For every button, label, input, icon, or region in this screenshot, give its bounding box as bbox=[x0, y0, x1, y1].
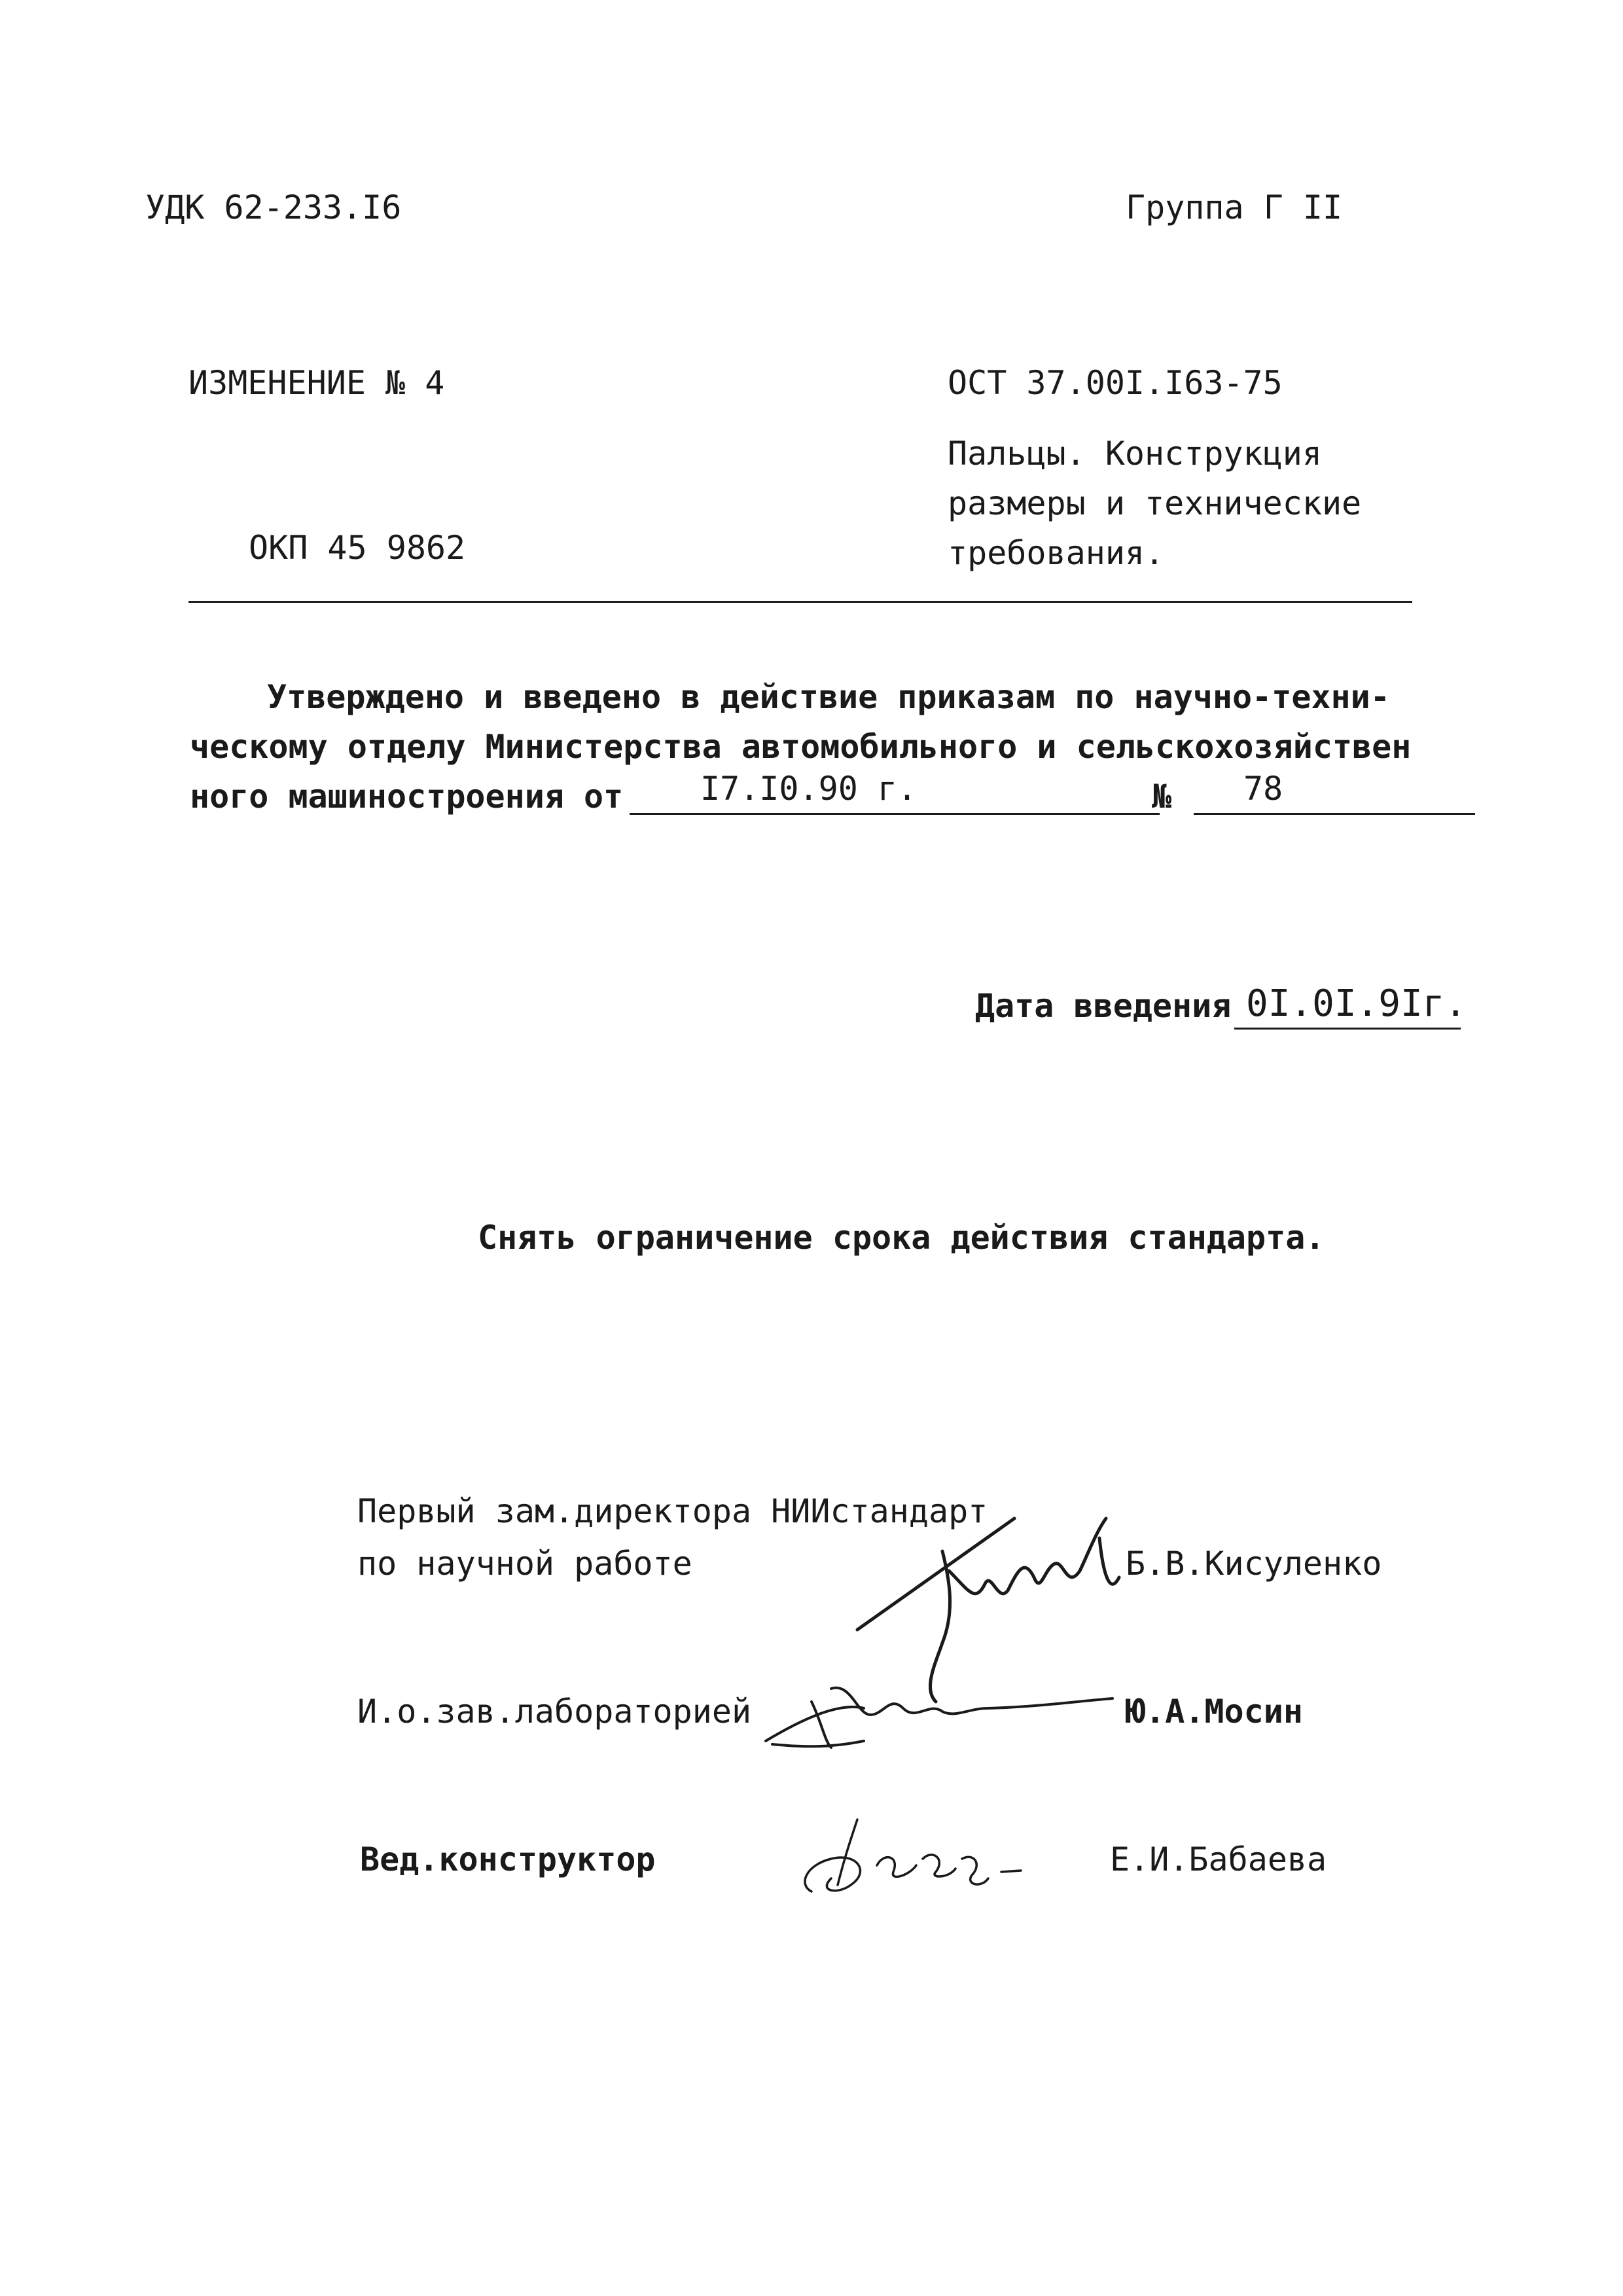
udk-code: УДК 62-233.I6 bbox=[145, 188, 402, 226]
standard-code: ОСТ 37.00I.I63-75 bbox=[948, 364, 1283, 402]
order-number: 78 bbox=[1243, 770, 1283, 808]
effective-date-label: Дата введения bbox=[975, 987, 1232, 1025]
order-number-underline bbox=[1194, 813, 1475, 815]
signature-2-handwritten bbox=[759, 1662, 1126, 1767]
approval-line-3-prefix: ного машиностроения от bbox=[190, 778, 624, 816]
approval-line-1: Утверждено и введено в действие приказам по научно-техни- bbox=[267, 678, 1390, 716]
standard-title-line-2: размеры и технические bbox=[948, 484, 1362, 522]
effective-date-value: 0I.0I.9Iг. bbox=[1246, 982, 1467, 1025]
effective-date-underline bbox=[1234, 1028, 1461, 1030]
main-statement: Снять ограничение срока действия стандарта. bbox=[478, 1219, 1325, 1257]
standard-title-line-3: требования. bbox=[948, 534, 1165, 572]
approval-line-2: ческому отделу Министерства автомобильного и сельскохозяйствен bbox=[190, 728, 1412, 766]
group-code: Группа Г II bbox=[1126, 188, 1343, 226]
signatory-1-role-line-1: Первый зам.директора НИИстандарт bbox=[357, 1492, 988, 1530]
header-divider bbox=[188, 601, 1412, 603]
signatory-1-name: Б.В.Кисуленко bbox=[1126, 1545, 1382, 1583]
okp-code: ОКП 45 9862 bbox=[249, 529, 466, 567]
signatory-3-role: Вед.конструктор bbox=[360, 1840, 656, 1878]
number-sign: № bbox=[1152, 778, 1172, 816]
change-number: ИЗМЕНЕНИЕ № 4 bbox=[188, 364, 445, 402]
order-date-underline bbox=[630, 813, 1160, 815]
standard-title-line-1: Пальцы. Конструкция bbox=[948, 435, 1322, 473]
order-date: I7.I0.90 г. bbox=[700, 770, 918, 808]
signatory-3-name: Е.И.Бабаева bbox=[1110, 1840, 1327, 1878]
signatory-2-role: И.о.зав.лабораторией bbox=[357, 1693, 752, 1731]
signatory-2-name: Ю.А.Мосин bbox=[1126, 1693, 1303, 1731]
signature-3-handwritten bbox=[785, 1813, 1034, 1911]
signatory-1-role-line-2: по научной работе bbox=[357, 1545, 692, 1583]
